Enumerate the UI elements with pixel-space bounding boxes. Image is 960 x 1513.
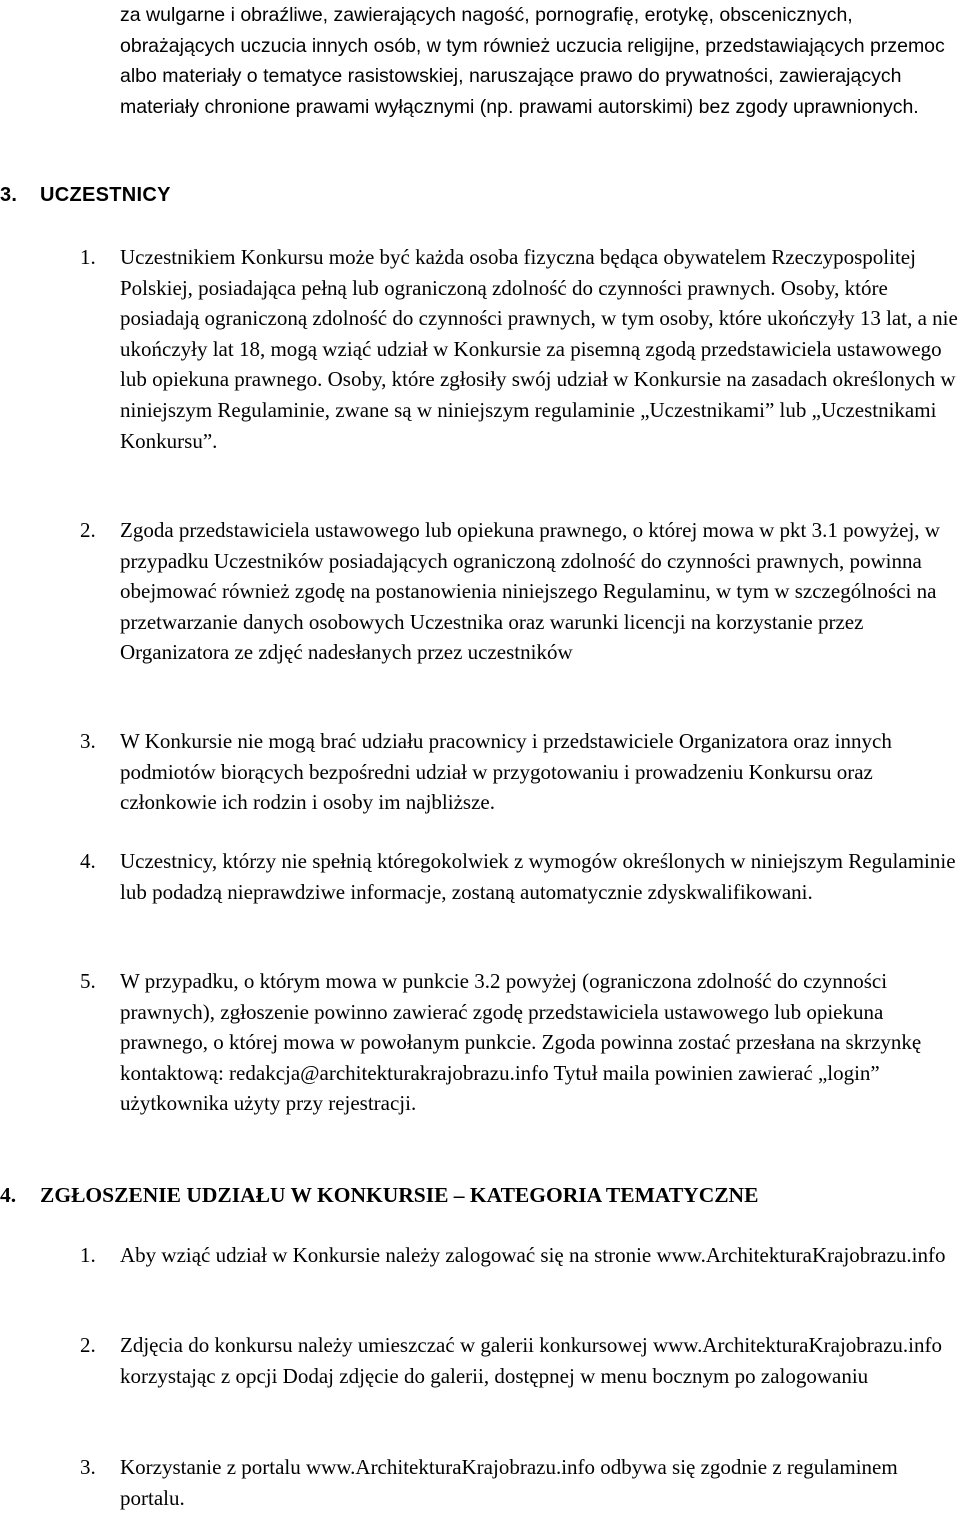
section-4-title: ZGŁOSZENIE UDZIAŁU W KONKURSIE – KATEGORIA TEMATYCZNE [40, 1183, 759, 1207]
item-4-3 [120, 1452, 960, 1513]
item-3-5-number: 5. [80, 969, 96, 993]
item-3-2-text: Zgoda przedstawiciela ustawowego lub opiekuna prawnego, o której mowa w pkt 3.1 powyżej, w przypadku Uczestników posiadających ograniczoną zdolność do czynności prawnych, powinna obejmować również zgodę na postanowienia niniejszego Regulaminu, w tym w szczególności na przetwarzanie danych osobowych Uczestnika oraz warunki licencji na korzystanie przez Organizatora ze zdjęć nadesłanych przez uczestników [120, 518, 940, 665]
item-4-1-text: Aby wziąć udział w Konkursie należy zalogować się na stronie www.ArchitekturaKrajobrazu.info [120, 1243, 946, 1267]
item-4-1 [120, 1240, 960, 1271]
item-3-4-number: 4. [80, 849, 96, 873]
item-3-5-text: W przypadku, o którym mowa w punkcie 3.2 powyżej (ograniczona zdolność do czynności prawnych), zgłoszenie powinno zawierać zgodę przedstawiciela ustawowego lub opiekuna prawnego, o której mowa w powołanym punkcie. Zgoda powinna zostać przesłana na skrzynkę kontaktową: redakcja@architekturakrajobrazu.info Tytuł maila powinien zawierać „login” użytkownika użyty przy rejestracji. [120, 969, 922, 1116]
section-4-heading [0, 1180, 758, 1210]
item-3-3 [120, 726, 960, 818]
item-3-1-number: 1. [80, 245, 96, 269]
section-3-heading [0, 180, 171, 210]
continuation-paragraph [120, 0, 960, 122]
item-4-1-number: 1. [80, 1243, 96, 1267]
item-4-2-text: Zdjęcia do konkursu należy umieszczać w galerii konkursowej www.ArchitekturaKrajobrazu.info korzystając z opcji Dodaj zdjęcie do galerii, dostępnej w menu bocznym po zalogowaniu [120, 1333, 943, 1388]
item-3-4 [120, 846, 960, 907]
item-4-3-number: 3. [80, 1455, 96, 1479]
item-3-1 [120, 242, 960, 456]
item-3-1-text: Uczestnikiem Konkursu może być każda osoba fizyczna będąca obywatelem Rzeczypospolitej Polskiej, posiadająca pełną lub ograniczoną zdolność do czynności prawnych. Osoby, które posiadają ograniczoną zdolność do czynności prawnych, w tym osoby, które ukończyły 13 lat, a nie ukończyły lat 18, mogą wziąć udział w Konkursie za pisemną zgodą przedstawiciela ustawowego lub opiekuna prawnego. Osoby, które zgłosiły swój udział w Konkursie na zasadach określonych w niniejszym Regulaminie, zwane są w niniejszym regulaminie „Uczestnikami” lub „Uczestnikami Konkursu”. [120, 245, 958, 453]
item-4-3-text: Korzystanie z portalu www.ArchitekturaKrajobrazu.info odbywa się zgodnie z regulaminem portalu. [120, 1455, 898, 1510]
section-4-number: 4. [0, 1183, 17, 1207]
section-3-number: 3. [0, 184, 18, 206]
item-3-3-number: 3. [80, 729, 96, 753]
continuation-text: za wulgarne i obraźliwe, zawierających nagość, pornografię, erotykę, obscenicznych, obrażających uczucia innych osób, w tym również uczucia religijne, przedstawiających przemoc albo materiały o tematyce rasistowskiej, naruszające prawo do prywatności, zawierających materiały chronione prawami wyłącznymi (np. prawami autorskimi) bez zgody uprawnionych. [120, 4, 945, 118]
item-3-2 [120, 515, 960, 668]
item-3-5 [120, 966, 960, 1119]
item-3-3-text: W Konkursie nie mogą brać udziału pracownicy i przedstawiciele Organizatora oraz innych podmiotów biorących bezpośredni udział w przygotowaniu i prowadzeniu Konkursu oraz członkowie ich rodzin i osoby im najbliższe. [120, 729, 892, 815]
section-3-title: UCZESTNICY [40, 184, 171, 206]
item-4-2-number: 2. [80, 1333, 96, 1357]
item-3-4-text: Uczestnicy, którzy nie spełnią któregokolwiek z wymogów określonych w niniejszym Regulaminie lub podadzą nieprawdziwe informacje, zostaną automatycznie zdyskwalifikowani. [120, 849, 956, 904]
item-4-2 [120, 1330, 960, 1391]
item-3-2-number: 2. [80, 518, 96, 542]
